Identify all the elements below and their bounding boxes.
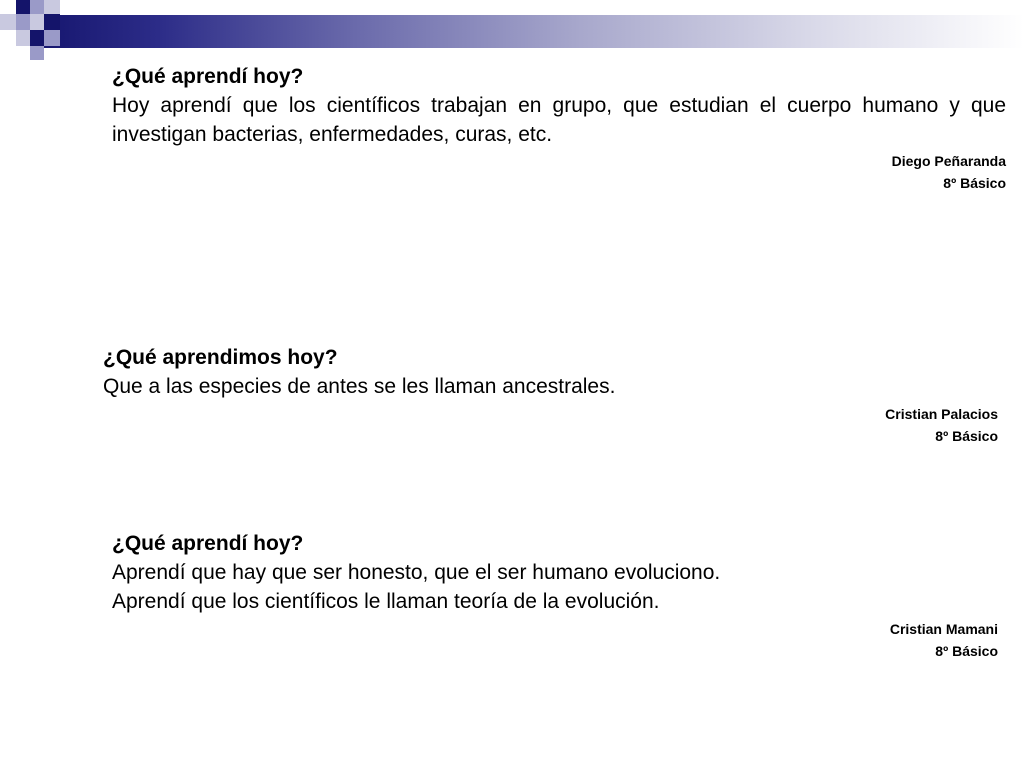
entry-1-grade: 8º Básico	[943, 175, 1006, 191]
decor-square	[0, 14, 16, 30]
entry-1-author: Diego Peñaranda	[891, 153, 1006, 169]
decor-square	[16, 30, 30, 46]
entry-2-question: ¿Qué aprendimos hoy?	[103, 346, 338, 369]
entry-3-author: Cristian Mamani	[889, 621, 998, 637]
entry-1	[112, 62, 1006, 194]
entry-2-grade: 8º Básico	[935, 428, 998, 444]
decor-square	[30, 30, 44, 46]
decor-square	[30, 14, 44, 30]
decor-square	[30, 0, 44, 14]
entry-3-grade: 8º Básico	[935, 643, 998, 659]
decor-square	[44, 14, 60, 30]
decor-square	[16, 14, 30, 30]
decor-square	[44, 30, 60, 46]
header-gradient-bar	[40, 15, 1024, 48]
entry-1-question: ¿Qué aprendí hoy?	[112, 65, 304, 88]
entry-3	[112, 529, 998, 662]
decor-square	[44, 0, 60, 14]
entry-3-answer-line-2: Aprendí que los científicos le llaman teoría de la evolución.	[112, 590, 660, 613]
entry-2-answer: Que a las especies de antes se les llaman ancestrales.	[103, 375, 616, 398]
entry-3-answer-line-1: Aprendí que hay que ser honesto, que el ser humano evoluciono.	[112, 561, 721, 584]
decor-square	[30, 46, 44, 60]
decor-square	[16, 0, 30, 14]
entry-2-author: Cristian Palacios	[885, 406, 998, 422]
entry-1-answer: Hoy aprendí que los científicos trabajan en grupo, que estudian el cuerpo humano y que investigan bacterias, enfermedades, curas, etc.	[112, 94, 1006, 146]
entry-2	[103, 343, 998, 447]
entry-3-question: ¿Qué aprendí hoy?	[112, 532, 304, 555]
